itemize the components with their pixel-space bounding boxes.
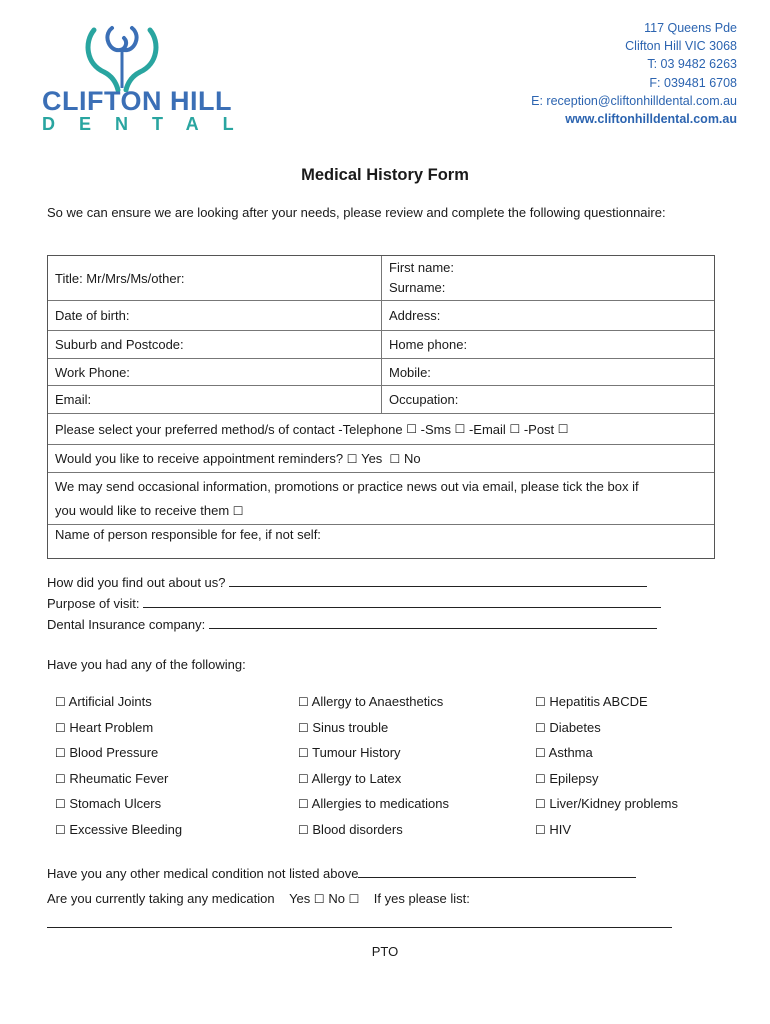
no-label: No	[403, 451, 421, 466]
home-phone-label: Home phone:	[389, 337, 468, 352]
promo-checkbox[interactable]: ☐	[232, 503, 244, 518]
condition-label: Diabetes	[549, 719, 601, 735]
condition-label: Rheumatic Fever	[69, 770, 169, 786]
table-row	[48, 414, 714, 445]
checkbox-icon[interactable]: ☐	[298, 797, 309, 811]
purpose-label: Purpose of visit:	[47, 596, 140, 611]
condition-label: Tumour History	[312, 745, 401, 760]
table-row	[48, 525, 714, 558]
table-row	[48, 473, 714, 525]
email-contact-label: -Email	[468, 421, 506, 437]
insurance-input[interactable]	[209, 616, 657, 629]
checkbox-icon[interactable]: ☐	[535, 797, 546, 811]
condition-label: Liver/Kidney problems	[549, 796, 679, 811]
mobile-label: Mobile:	[389, 364, 431, 380]
purpose-input[interactable]	[143, 595, 661, 608]
checkbox-icon[interactable]: ☐	[55, 822, 66, 837]
page-title: Medical History Form	[301, 166, 469, 184]
contact-method-label: Please select your preferred method/s of contact -Telephone	[55, 421, 403, 437]
table-row	[48, 359, 714, 386]
condition-item[interactable]	[298, 771, 449, 797]
checkbox-icon[interactable]: ☐	[298, 695, 309, 709]
condition-item[interactable]	[535, 745, 678, 771]
suburb-postcode-field[interactable]	[48, 331, 382, 358]
condition-label: Allergy to Latex	[311, 770, 402, 786]
yes-label: Yes	[361, 451, 383, 466]
reminders-row	[48, 445, 714, 472]
condition-item[interactable]	[535, 796, 678, 822]
condition-label: Heart Problem	[69, 719, 154, 735]
first-name-label: First name:	[389, 260, 455, 275]
promo-text-cont: you would like to receive them	[55, 502, 230, 518]
name-field[interactable]	[382, 256, 714, 300]
condition-item[interactable]	[55, 745, 182, 771]
condition-item[interactable]	[55, 796, 182, 822]
find-out-input[interactable]	[229, 574, 647, 587]
reminders-label: Would you like to receive appointment reminders?	[55, 451, 344, 466]
condition-label: Hepatitis ABCDE	[549, 694, 648, 709]
condition-item[interactable]	[55, 822, 182, 848]
condition-item[interactable]	[298, 745, 449, 771]
intro-text: So we can ensure we are looking after your needs, please review and complete the following questionnaire:	[47, 205, 666, 220]
email-label: Email:	[55, 392, 92, 407]
condition-label: Sinus trouble	[312, 719, 389, 735]
checkbox-icon[interactable]: ☐	[535, 695, 546, 709]
phone-number: T: 03 9482 6263	[647, 57, 737, 72]
table-row	[48, 256, 714, 301]
occupation-label: Occupation:	[389, 392, 459, 407]
checkbox-icon[interactable]: ☐	[298, 746, 309, 760]
email-checkbox[interactable]: ☐	[509, 422, 521, 436]
dob-label: Date of birth:	[55, 308, 130, 323]
find-out-label: How did you find out about us?	[47, 575, 226, 590]
checkbox-icon[interactable]: ☐	[535, 822, 546, 837]
conditions-col2	[298, 694, 449, 847]
home-phone-field[interactable]	[382, 331, 714, 358]
conditions-heading: Have you had any of the following:	[47, 657, 246, 672]
condition-item[interactable]	[55, 771, 182, 797]
dob-field[interactable]	[48, 301, 382, 330]
condition-label: Allergy to Anaesthetics	[311, 694, 444, 709]
condition-item[interactable]	[535, 720, 678, 746]
reminders-yes-checkbox[interactable]: ☐	[346, 451, 358, 466]
condition-item[interactable]	[298, 822, 449, 848]
checkbox-icon[interactable]: ☐	[535, 720, 546, 735]
conditions-col3	[535, 694, 678, 847]
condition-label: Epilepsy	[549, 770, 599, 786]
med-yes-checkbox[interactable]: ☐	[313, 892, 325, 906]
contact-method-row	[48, 414, 714, 444]
website-link[interactable]: www.cliftonhilldental.com.au	[565, 112, 737, 127]
clifton-hill-dental-logo-icon	[82, 22, 162, 92]
medication-label: Are you currently taking any medication	[47, 891, 275, 906]
title-label: Title: Mr/Mrs/Ms/other:	[55, 270, 185, 286]
other-condition-question	[47, 865, 636, 881]
telephone-checkbox[interactable]: ☐	[406, 422, 417, 436]
promo-row	[48, 473, 714, 524]
reminders-no-checkbox[interactable]: ☐	[389, 451, 401, 466]
condition-item[interactable]	[298, 720, 449, 746]
insurance-question	[47, 616, 657, 632]
purpose-question	[47, 595, 661, 611]
logo-wordmark: CLIFTON HILL	[42, 86, 232, 116]
condition-label: HIV	[549, 821, 572, 837]
table-row	[48, 331, 714, 359]
checkbox-icon[interactable]: ☐	[298, 771, 309, 786]
sms-label: -Sms	[420, 421, 451, 437]
mobile-field[interactable]	[382, 359, 714, 385]
street-address: 117 Queens Pde	[644, 21, 737, 35]
patient-details-table	[47, 255, 715, 559]
condition-label: Excessive Bleeding	[69, 821, 183, 837]
condition-label: Stomach Ulcers	[69, 796, 162, 811]
contact-block	[531, 19, 737, 128]
pto-label: PTO	[371, 944, 399, 959]
table-row	[48, 386, 714, 414]
work-phone-label: Work Phone:	[55, 364, 130, 380]
condition-item[interactable]	[298, 796, 449, 822]
email-field[interactable]	[48, 386, 382, 413]
condition-item[interactable]	[55, 720, 182, 746]
table-row	[48, 301, 714, 331]
checkbox-icon[interactable]: ☐	[55, 797, 66, 811]
condition-label: Asthma	[548, 745, 593, 760]
med-no-label: No	[328, 891, 345, 906]
condition-item[interactable]	[298, 694, 449, 720]
condition-label: Artificial Joints	[68, 694, 152, 709]
condition-item[interactable]	[535, 771, 678, 797]
logo-subtitle: DENTAL	[42, 114, 258, 134]
condition-label: Allergies to medications	[311, 796, 449, 811]
condition-item[interactable]	[535, 822, 678, 848]
other-condition-label: Have you any other medical condition not listed above	[47, 866, 359, 881]
checkbox-icon[interactable]: ☐	[55, 695, 66, 709]
insurance-label: Dental Insurance company:	[47, 617, 206, 632]
work-phone-field[interactable]	[48, 359, 382, 385]
suburb-postcode-label: Suburb and Postcode:	[55, 337, 184, 352]
condition-item[interactable]	[535, 694, 678, 720]
medication-question	[47, 891, 470, 906]
checkbox-icon[interactable]: ☐	[55, 720, 66, 735]
condition-item[interactable]	[55, 694, 182, 720]
responsible-label: Name of person responsible for fee, if not self:	[55, 527, 321, 542]
sms-checkbox[interactable]: ☐	[454, 422, 466, 436]
fax-number: F: 039481 6708	[649, 75, 737, 90]
suburb-address: Clifton Hill VIC 3068	[625, 39, 737, 54]
post-label: -Post	[523, 421, 555, 437]
checkbox-icon[interactable]: ☐	[298, 720, 309, 735]
medication-list-input[interactable]	[47, 927, 672, 928]
post-checkbox[interactable]: ☐	[557, 422, 569, 436]
condition-label: Blood Pressure	[69, 745, 159, 760]
title-field[interactable]	[48, 256, 382, 300]
med-no-checkbox[interactable]: ☐	[348, 892, 360, 906]
condition-label: Blood disorders	[312, 821, 403, 837]
checkbox-icon[interactable]: ☐	[55, 771, 66, 786]
conditions-col1	[55, 694, 182, 847]
other-condition-input[interactable]	[358, 865, 636, 878]
occupation-field[interactable]	[382, 386, 714, 413]
find-out-question	[47, 574, 647, 590]
address-field[interactable]	[382, 301, 714, 330]
surname-label: Surname:	[389, 280, 446, 295]
checkbox-icon[interactable]: ☐	[298, 822, 309, 837]
responsible-row[interactable]	[48, 525, 714, 558]
med-yes-label: Yes	[289, 891, 311, 906]
promo-text: We may send occasional information, promotions or practice news out via email, please tick the box if	[55, 478, 639, 494]
if-yes-label: If yes please list:	[373, 891, 470, 906]
checkbox-icon[interactable]: ☐	[535, 771, 546, 786]
address-label: Address:	[389, 308, 441, 323]
checkbox-icon[interactable]: ☐	[535, 746, 546, 760]
email-address: E: reception@cliftonhilldental.com.au	[531, 93, 737, 108]
table-row	[48, 445, 714, 473]
checkbox-icon[interactable]: ☐	[55, 746, 66, 760]
